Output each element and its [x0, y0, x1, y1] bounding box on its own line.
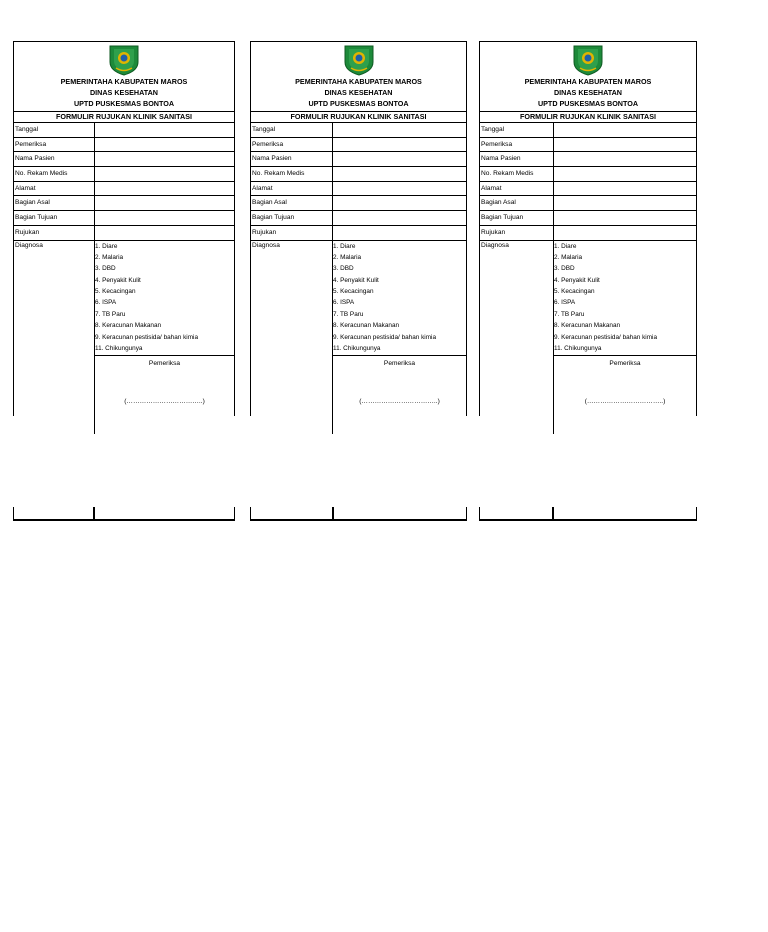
field-label: Rujukan	[14, 226, 95, 240]
field-row-bagian-tujuan	[14, 211, 234, 226]
header-government: PEMERINTAHA KABUPATEN MAROS	[524, 77, 652, 86]
diagnosa-label: Diagnosa	[251, 241, 333, 434]
field-value-box[interactable]	[95, 196, 234, 210]
field-label: Bagian Asal	[14, 196, 95, 210]
diagnosa-item[interactable]: 11. Chikungunya	[333, 345, 381, 353]
field-value-box[interactable]	[333, 123, 466, 137]
diagnosa-item[interactable]: 3. DBD	[554, 265, 575, 273]
form-bottom-edge-2	[250, 507, 467, 521]
diagnosa-item[interactable]: 6. ISPA	[554, 299, 576, 307]
diagnosa-list	[554, 241, 696, 356]
field-label: Tanggal	[251, 123, 333, 137]
field-value-box[interactable]	[554, 211, 696, 225]
diagnosa-item[interactable]: 1. Diare	[95, 242, 118, 250]
signature-line: (……………………………..)	[124, 397, 205, 405]
diagnosa-section	[251, 241, 466, 434]
diagnosa-item[interactable]: 4. Penyakit Kulit	[95, 276, 141, 284]
field-value-box[interactable]	[554, 182, 696, 196]
diagnosa-item[interactable]: 5. Kecacingan	[95, 288, 136, 296]
field-label: Alamat	[480, 182, 554, 196]
diagnosa-item[interactable]: 2. Malaria	[95, 253, 124, 261]
diagnosa-item[interactable]: 8. Keracunan Makanan	[95, 322, 162, 330]
header-government: PEMERINTAHA KABUPATEN MAROS	[295, 77, 422, 86]
field-row-bagian-tujuan	[480, 211, 696, 226]
form-title: FORMULIR RUJUKAN KLINIK SANITASI	[251, 111, 466, 123]
form-header	[480, 42, 696, 111]
form-title: FORMULIR RUJUKAN KLINIK SANITASI	[480, 111, 696, 123]
field-label: Tanggal	[480, 123, 554, 137]
diagnosa-item[interactable]: 3. DBD	[333, 265, 354, 273]
diagnosa-item[interactable]: 6. ISPA	[333, 299, 355, 307]
signature-area[interactable]	[554, 356, 696, 434]
signature-label: Pemeriksa	[609, 359, 641, 367]
diagnosa-item[interactable]: 9. Keracunan pestisida/ bahan kimia	[333, 333, 437, 341]
field-row-tanggal	[14, 123, 234, 138]
field-label: Nama Pasien	[251, 152, 333, 166]
diagnosa-item[interactable]: 11. Chikungunya	[554, 345, 602, 353]
field-row-rujukan	[480, 226, 696, 241]
diagnosa-item[interactable]: 4. Penyakit Kulit	[554, 276, 600, 284]
field-value-box[interactable]	[554, 123, 696, 137]
form-header	[14, 42, 234, 111]
field-value-box[interactable]	[333, 196, 466, 210]
diagnosa-item[interactable]: 8. Keracunan Makanan	[333, 322, 400, 330]
field-label: No. Rekam Medis	[14, 167, 95, 181]
field-value-box[interactable]	[95, 152, 234, 166]
field-label: Bagian Tujuan	[251, 211, 333, 225]
field-value-box[interactable]	[554, 167, 696, 181]
field-label: Bagian Tujuan	[480, 211, 554, 225]
field-row-pemeriksa	[14, 138, 234, 153]
field-row-rujukan	[251, 226, 466, 241]
field-row-bagian-tujuan	[251, 211, 466, 226]
field-value-box[interactable]	[95, 211, 234, 225]
field-label: Bagian Tujuan	[14, 211, 95, 225]
field-row-bagian-asal	[480, 196, 696, 211]
diagnosa-item[interactable]: 7. TB Paru	[554, 310, 585, 318]
field-row-tanggal	[480, 123, 696, 138]
form-title: FORMULIR RUJUKAN KLINIK SANITASI	[14, 111, 234, 123]
diagnosa-item[interactable]: 9. Keracunan pestisida/ bahan kimia	[554, 333, 658, 341]
field-row-nama-pasien	[480, 152, 696, 167]
diagnosa-item[interactable]: 2. Malaria	[333, 253, 362, 261]
diagnosa-section	[14, 241, 234, 434]
field-row-rekam-medis	[480, 167, 696, 182]
diagnosa-item[interactable]: 9. Keracunan pestisida/ bahan kimia	[95, 333, 199, 341]
field-value-box[interactable]	[333, 211, 466, 225]
referral-form-3	[479, 41, 697, 416]
field-value-box[interactable]	[95, 167, 234, 181]
field-row-pemeriksa	[480, 138, 696, 153]
header-health-center: UPTD PUSKESMAS BONTOA	[537, 99, 639, 108]
diagnosa-list	[95, 241, 234, 356]
signature-area[interactable]	[333, 356, 466, 434]
column-divider	[332, 507, 334, 519]
diagnosa-label: Diagnosa	[480, 241, 554, 434]
field-label: Nama Pasien	[14, 152, 95, 166]
column-divider	[93, 507, 95, 519]
header-health-center: UPTD PUSKESMAS BONTOA	[308, 99, 409, 108]
diagnosa-section	[480, 241, 696, 434]
field-row-nama-pasien	[251, 152, 466, 167]
field-label: Rujukan	[480, 226, 554, 240]
field-label: Rujukan	[251, 226, 333, 240]
header-government: PEMERINTAHA KABUPATEN MAROS	[60, 77, 188, 86]
header-department: DINAS KESEHATAN	[89, 88, 159, 97]
field-value-box[interactable]	[333, 152, 466, 166]
field-row-tanggal	[251, 123, 466, 138]
form-header	[251, 42, 466, 111]
field-row-alamat	[480, 182, 696, 197]
field-label: Nama Pasien	[480, 152, 554, 166]
signature-label: Pemeriksa	[148, 359, 181, 367]
header-department: DINAS KESEHATAN	[324, 88, 393, 97]
field-value-box[interactable]	[95, 138, 234, 152]
field-value-box[interactable]	[333, 167, 466, 181]
diagnosa-item[interactable]: 5. Kecacingan	[554, 288, 595, 296]
referral-form-2	[250, 41, 467, 416]
field-value-box[interactable]	[554, 196, 696, 210]
diagnosa-label: Diagnosa	[14, 241, 95, 434]
field-value-box[interactable]	[333, 182, 466, 196]
field-row-alamat	[251, 182, 466, 197]
regency-emblem-icon	[340, 44, 378, 76]
field-value-box[interactable]	[554, 152, 696, 166]
field-row-rujukan	[14, 226, 234, 241]
field-label: Alamat	[14, 182, 95, 196]
diagnosa-item[interactable]: 7. TB Paru	[95, 310, 126, 318]
diagnosa-item[interactable]: 8. Keracunan Makanan	[554, 322, 621, 330]
diagnosa-item[interactable]: 3. DBD	[95, 265, 116, 273]
field-label: Pemeriksa	[14, 138, 95, 152]
referral-form-1	[13, 41, 235, 416]
diagnosa-item[interactable]: 4. Penyakit Kulit	[333, 276, 379, 284]
field-label: Bagian Asal	[251, 196, 333, 210]
diagnosa-item[interactable]: 1. Diare	[554, 242, 577, 250]
signature-label: Pemeriksa	[383, 359, 416, 367]
field-value-box[interactable]	[95, 226, 234, 240]
field-value-box[interactable]	[333, 138, 466, 152]
field-row-rekam-medis	[251, 167, 466, 182]
diagnosa-item[interactable]: 6. ISPA	[95, 299, 117, 307]
diagnosa-item[interactable]: 7. TB Paru	[333, 310, 364, 318]
field-row-bagian-asal	[14, 196, 234, 211]
field-label: Pemeriksa	[480, 138, 554, 152]
field-label: Tanggal	[14, 123, 95, 137]
column-divider	[552, 507, 554, 519]
field-label: Pemeriksa	[251, 138, 333, 152]
diagnosa-item[interactable]: 11. Chikungunya	[95, 345, 143, 353]
field-row-bagian-asal	[251, 196, 466, 211]
field-value-box[interactable]	[95, 182, 234, 196]
field-row-rekam-medis	[14, 167, 234, 182]
diagnosa-item[interactable]: 5. Kecacingan	[333, 288, 374, 296]
field-label: No. Rekam Medis	[480, 167, 554, 181]
diagnosa-list	[333, 241, 466, 356]
field-row-pemeriksa	[251, 138, 466, 153]
diagnosa-item[interactable]: 1. Diare	[333, 242, 356, 250]
field-value-box[interactable]	[554, 138, 696, 152]
signature-area[interactable]	[95, 356, 234, 434]
field-value-box[interactable]	[554, 226, 696, 240]
field-label: Bagian Asal	[480, 196, 554, 210]
regency-emblem-icon	[569, 44, 607, 76]
header-health-center: UPTD PUSKESMAS BONTOA	[73, 99, 175, 108]
field-label: No. Rekam Medis	[251, 167, 333, 181]
diagnosa-item[interactable]: 2. Malaria	[554, 253, 583, 261]
signature-line: (……………………………..)	[359, 397, 440, 405]
field-value-box[interactable]	[333, 226, 466, 240]
header-department: DINAS KESEHATAN	[553, 88, 623, 97]
field-label: Alamat	[251, 182, 333, 196]
field-row-alamat	[14, 182, 234, 197]
field-row-nama-pasien	[14, 152, 234, 167]
field-value-box[interactable]	[95, 123, 234, 137]
form-bottom-edge-1	[13, 507, 235, 521]
form-bottom-edge-3	[479, 507, 697, 521]
signature-line: (……………………………..)	[584, 397, 666, 405]
regency-emblem-icon	[105, 44, 143, 76]
